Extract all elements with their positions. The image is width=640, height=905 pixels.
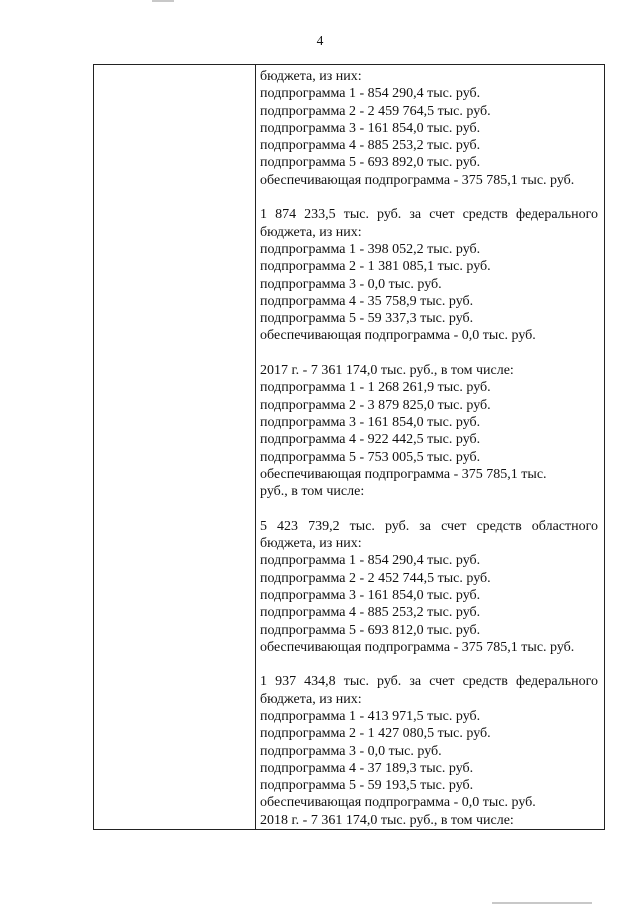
text-line: подпрограмма 1 - 398 052,2 тыс. руб.: [260, 241, 481, 257]
text-line: подпрограмма 5 - 693 812,0 тыс. руб.: [260, 622, 481, 638]
budget-table: [93, 64, 605, 830]
scan-mark-bottom: [492, 902, 592, 904]
text-line: бюджета, из них:: [260, 224, 362, 240]
text-line: подпрограмма 4 - 37 189,3 тыс. руб.: [260, 760, 474, 776]
text-line: 2018 г. - 7 361 174,0 тыс. руб., в том числе:: [260, 812, 514, 828]
page-number: 4: [316, 33, 324, 48]
text-line: обеспечивающая подпрограмма - 0,0 тыс. руб.: [260, 328, 536, 344]
text-line: подпрограмма 3 - 0,0 тыс. руб.: [260, 743, 442, 759]
text-line: подпрограмма 2 - 1 427 080,5 тыс. руб.: [260, 726, 491, 742]
funding-block: [260, 68, 598, 189]
funding-block: [260, 206, 598, 344]
text-line: подпрограмма 3 - 161 854,0 тыс. руб.: [260, 414, 481, 430]
funding-block: [260, 518, 598, 656]
table-right-cell: [260, 68, 598, 829]
text-line: подпрограмма 1 - 854 290,4 тыс. руб.: [260, 553, 481, 569]
text-line: подпрограмма 1 - 1 268 261,9 тыс. руб.: [260, 380, 491, 396]
text-line: подпрограмма 4 - 885 253,2 тыс. руб.: [260, 605, 481, 621]
paragraph-gap: [260, 656, 598, 673]
text-line: 1 874 233,5 тыс. руб. за счет средств федерального: [260, 207, 598, 223]
text-line: подпрограмма 2 - 2 459 764,5 тыс. руб.: [260, 103, 491, 119]
text-line: подпрограмма 3 - 161 854,0 тыс. руб.: [260, 120, 481, 136]
paragraph-gap: [260, 500, 598, 517]
text-line: подпрограмма 2 - 3 879 825,0 тыс. руб.: [260, 397, 491, 413]
text-line: обеспечивающая подпрограмма - 375 785,1 тыс. руб.: [260, 172, 575, 188]
text-line: подпрограмма 4 - 885 253,2 тыс. руб.: [260, 138, 481, 154]
text-line: подпрограмма 4 - 922 442,5 тыс. руб.: [260, 432, 481, 448]
text-line: бюджета, из них:: [260, 69, 362, 84]
text-line: подпрограмма 4 - 35 758,9 тыс. руб.: [260, 293, 474, 309]
text-line: 5 423 739,2 тыс. руб. за счет средств областного: [260, 518, 598, 534]
funding-block: [260, 673, 598, 829]
text-line: бюджета, из них:: [260, 691, 362, 707]
text-line: подпрограмма 5 - 59 337,3 тыс. руб.: [260, 311, 474, 327]
text-line: подпрограмма 3 - 0,0 тыс. руб.: [260, 276, 442, 292]
text-line: обеспечивающая подпрограмма - 375 785,1 тыс. руб.: [260, 639, 575, 655]
text-line: обеспечивающая подпрограмма - 375 785,1 тыс.: [260, 466, 547, 482]
scan-mark-top: [152, 0, 174, 2]
text-line: бюджета, из них:: [260, 536, 362, 552]
text-line: подпрограмма 5 - 693 892,0 тыс. руб.: [260, 155, 481, 171]
text-line: подпрограмма 5 - 753 005,5 тыс. руб.: [260, 449, 481, 465]
text-line: руб., в том числе:: [260, 484, 365, 500]
text-line: подпрограмма 3 - 161 854,0 тыс. руб.: [260, 587, 481, 603]
paragraph-gap: [260, 189, 598, 206]
text-line: подпрограмма 1 - 413 971,5 тыс. руб.: [260, 708, 481, 724]
text-line: 1 937 434,8 тыс. руб. за счет средств федерального: [260, 674, 598, 690]
text-line: обеспечивающая подпрограмма - 0,0 тыс. руб.: [260, 795, 536, 811]
paragraph-gap: [260, 345, 598, 362]
funding-block: [260, 362, 598, 500]
text-line: подпрограмма 5 - 59 193,5 тыс. руб.: [260, 778, 474, 794]
text-line: подпрограмма 2 - 2 452 744,5 тыс. руб.: [260, 570, 491, 586]
text-line: подпрограмма 1 - 854 290,4 тыс. руб.: [260, 86, 481, 102]
table-left-cell: [94, 65, 256, 829]
text-line: 2017 г. - 7 361 174,0 тыс. руб., в том числе:: [260, 363, 514, 379]
text-line: подпрограмма 2 - 1 381 085,1 тыс. руб.: [260, 259, 491, 275]
